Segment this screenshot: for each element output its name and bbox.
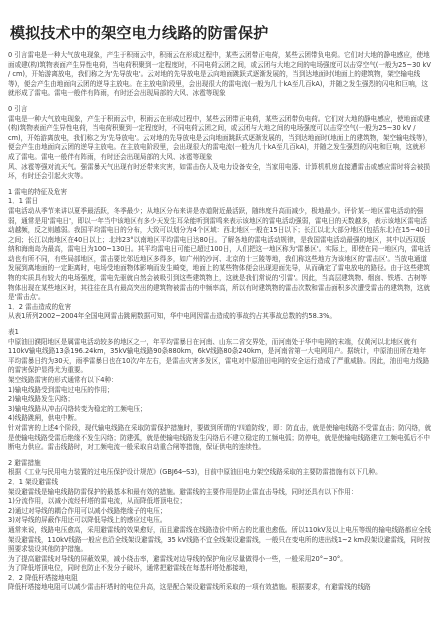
paragraph: 降低杆塔接地电阻可以减少雷击杆塔时的电位升高，这是配合架设避雷线所采取的一项有效措施。根据要求，有避雷线的线路 bbox=[8, 583, 371, 592]
paragraph: 从表1所列2002~2004年全国电网雷击跳闸数据可知，华中电网因雷击造成的事故约占其事故总数的约58.3%。 bbox=[8, 312, 336, 321]
paragraph: 1)输电线路受到雷电过电压的作用； bbox=[8, 385, 114, 394]
subsection-heading: 2．2 降低杆塔接地电阻 bbox=[8, 573, 78, 582]
paragraph: 2)通过对导线的耦合作用可以减小线路绝缘子的电压； bbox=[8, 506, 167, 515]
section-heading: 2 避雷措施 bbox=[8, 458, 41, 467]
section-heading: 表1 bbox=[8, 328, 19, 337]
paragraph: 为了降低塔顶电位，同时也防止不发分子破坏，通常把避雷线在每基杆塔处都接地， bbox=[8, 564, 252, 573]
paragraph: 雷电活动从季节来讲以夏季最活跃，冬季最少；从地区分布来讲是赤道附近最活跃，随纬度升高而减少，极地最少。评价某一地区雷电活动的强弱，通常是用'雷电日'，即以一年当中该地区有多少天发生耳朵能听到雷鸣来表示该地区的雷电活动强弱，雷电日的天数越多，表示该地区雷电活动越频，反之则越弱。我国平均雷电日的分布，大致可以划分为4个区域：西北地区一般在15日以下；长江以北大部分地区(包括东北)在15~40日之间；长江以南地区在40日以上；北纬23°以南地区平均雷电日达80日。了解各地的雷电活动规律，是我国雷电活动最强的地区，其中以西双版纳和海南岛为最高，雷电日为100~130日。其平均雷电日可能已超过100日，人们把这一地区称为'雷暴区'。实际上，即使在同一地区内，雷电活动也有所不同，有些局部地区，雷击要比邻近地区多得多，如广州的沙河、北京的十三陵等地，我们称这些地方为该地区的'雷击区'。当放电通道发展到离地面的一定距离时，电场受地面物体影响而发生畸变，地面上的某些物体便会出现迎面先导，从而确定了雷电放电的路径。由于这些建筑物的实质具有较大的电场强度，雷电先驱就自然会被吸引到这些建筑物上，这就是我们常说的'引雷'。因此，当高层建筑物、烟囱、铁塔、古树等物体出现在某些地区时，其往往在具有最高突出的建筑物被雷击的中频率高，所以有时建筑物的雷击次数和雷击面积多次遭受雷击的建筑物，这就是'雷击点'。 bbox=[8, 206, 431, 302]
page-title: 模拟技术中的架空电力线路的防雷保护 bbox=[10, 24, 269, 42]
paragraph: 3)对导线的屏蔽作用还可以降低导线上的感应过电压。 bbox=[8, 516, 167, 525]
subsection-heading: 1．2 雷击造成的危害 bbox=[8, 302, 72, 311]
paragraph: 4)线路跳闸，供电中断。 bbox=[8, 414, 81, 423]
paragraph: 针对雷害的上述4个阶段，现代输电线路在采取防雷保护措施时，要做到所谓的'四道防线'，即：防直击，就是使输电线路不受雷直击；防闪络，就是使输电线路受雷后绝缘不发生闪络；防建弧，就是使输电线路发生闪络后不建立稳定的工频电弧；防停电，就是使输电线路建立工频电弧后不中断电力供应。雷击线路时，对工频电流一般采取自动重合闸等措施，保证供电的连续性。 bbox=[8, 423, 432, 452]
subsection-heading: 1．1 雷日 bbox=[8, 197, 39, 206]
paragraph: 2)输电线路发生闪络； bbox=[8, 395, 75, 404]
paragraph: 为了提高避雷线对导线的屏蔽效果，减小绕击率，避雷线对边导线的保护角应尽量做得小一些，一般采用20°~30°。 bbox=[8, 554, 347, 563]
paragraph: 中原油田濮阳地区是属雷电活动较多的地区之一，年平均雷暴日在河南、山东二省交界处，而河南处于华中电网的末端，仅黄河以北地区就有110kV输电线路13条196.24km，35kV输电线路90条880km，6kV线路80条240km，是河南省第一大电网用户。据统计，中原油田所在地年平均雷暴日约为30天，雨季雷暴日也在10次/年左右，是雷击灾害多发区，雷电对中原油田电网的安全运行造成了严重威胁。因此，油田电力线路的雷害保护显得尤为重要。 bbox=[8, 337, 430, 375]
section-heading: 1 雷电的特征及危害 bbox=[8, 187, 68, 196]
paragraph: 1)分流作用，以减小流经杆塔的雷电流，从而降低塔顶电位； bbox=[8, 497, 187, 506]
paragraph: 架空线路雷害的形式通常有以下4种： bbox=[8, 376, 118, 384]
paragraph: 风、冰雹等强对流天气。强雷暴天气出现有时还带来灾害，如雷击伤人及电力设备安全，当家用电器、计算机机房直接遭雷击或感应雷时将会被损坏，有时还会引起火灾等。 bbox=[8, 162, 430, 181]
paragraph: 0 引言雷电是一种大气放电现象，产生于积雨云中，积雨云在形成过程中，某些云团带正电荷，某些云团带负电荷。它们对大地的静电感应，使地面或建(构)筑物表面产生异性电荷，当电荷积聚到一定程度时，不同电荷云团之间，或云团与大地之间的电场强度可以击穿空气(一般为25~30 kV / cm)，开始游离放电，我们称之为'先导放电'。云对地的先导放电是云向地面跳跃式逐渐发展的，当到达地面时(地面上的建筑物，架空输电线等)，便会产生由地面向云团的逆导主放电。在主放电阶段里，会出现很大的雷电流(一般为几十kA至几百kA)，并随之发生强烈的闪电和巨响，这就形成了雷电。雷电一般伴有阵雨，有时还会出现局部的大风、冰雹等现象 bbox=[8, 51, 433, 98]
article-body bbox=[8, 51, 432, 593]
paragraph: 雷电是一种大气放电现象，产生于积雨云中，积雨云在形成过程中，某些云团带正电荷，某些云团带负电荷。它们对大地的静电感应，使地面或建(构)筑物表面产生异性电荷，当电荷积聚到一定程度时，不同电荷云团之间，或云团与大地之间的电场强度可以击穿空气(一般为25~30 kV / cm)，开始游离放电，我们称之为'先导放电'。云对地的先导放电是云向地面跳跃式逐渐发展的，当到达地面时(地面上的建筑物，架空输电线等)，便会产生由地面向云团的逆导主放电。在主放电阶段里，会出现很大的雷电流(一般为几十kA至几百kA)，并随之发生强烈的闪电和巨响，这就形成了雷电。雷电一般伴有阵雨，有时还会出现局部的大风、冰雹等现象 bbox=[8, 114, 432, 161]
subsection-heading: 2．1 架设避雷线 bbox=[8, 477, 59, 486]
section-heading: 0 引言 bbox=[8, 104, 28, 113]
paragraph: 3)输电线路从冲击闪络转变为稳定的工频电压； bbox=[8, 404, 147, 413]
paragraph: 通常来说，线路电压愈高，采用避雷线的效果愈好，而且避雷线在线路造价中所占的比重也愈低。所以110kV及以上电压等级的输电线路都应全线架设避雷线，110kV线路一般应也沿全线架设避雷线，35 kV线路不宜全线架设避雷线，一般只在变电所的进出线1~2 km段架设避雷线，同时按照要求装设其他防护措施。 bbox=[8, 525, 432, 554]
paragraph: 架设避雷线是输电线路防雷保护的最基本和最有效的措施。避雷线的主要作用是防止雷直击导线，同时还具有以下作用： bbox=[8, 487, 358, 496]
paragraph: 根据《工业与民用电力装置的过电压保护设计规范》(GBJ64─S3)，目前中原油田电力架空线路采取的主要防雷措施有以下几种。 bbox=[8, 468, 382, 477]
